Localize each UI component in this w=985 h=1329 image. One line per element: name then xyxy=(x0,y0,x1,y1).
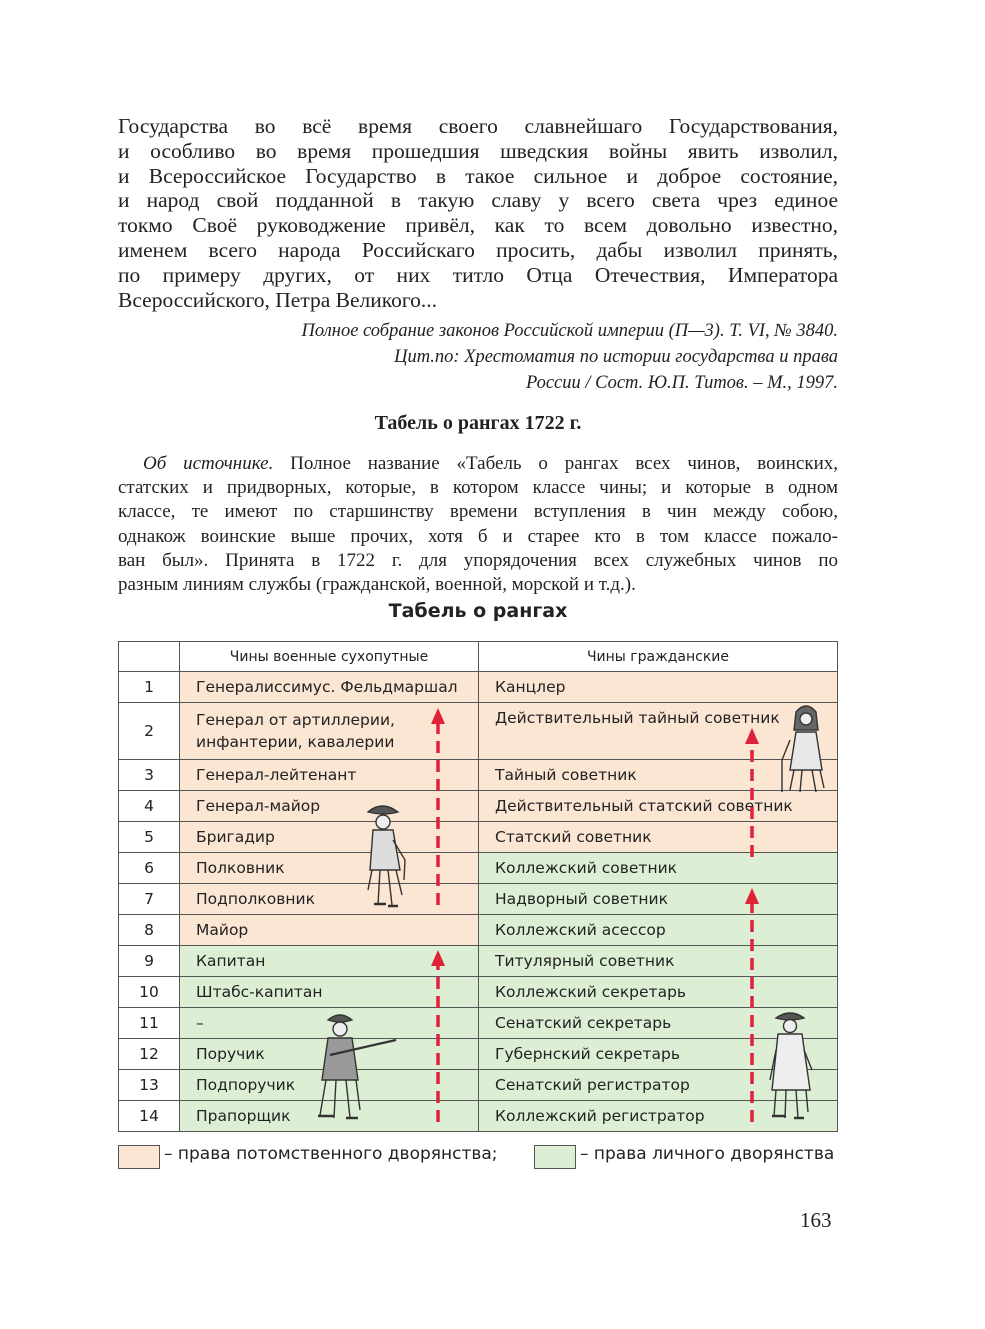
table-row xyxy=(119,1101,838,1132)
legend xyxy=(118,1142,838,1170)
class-number: 1 xyxy=(119,672,180,703)
table-row xyxy=(119,703,838,760)
legend-label-personal: – права личного дворянства xyxy=(580,1144,835,1164)
citation-line: России / Сост. Ю.П. Титов. – М., 1997. xyxy=(525,373,838,393)
table-row xyxy=(119,1039,838,1070)
military-rank: Подпоручик xyxy=(180,1070,479,1101)
quote-line: именем всего народа Российскаго просить, дабы изволил принять, xyxy=(118,237,838,262)
class-number: 6 xyxy=(119,853,180,884)
class-number: 9 xyxy=(119,946,180,977)
table-row xyxy=(119,915,838,946)
civil-rank: Коллежский асессор xyxy=(479,915,838,946)
table-row xyxy=(119,791,838,822)
civil-rank: Губернский секретарь xyxy=(479,1039,838,1070)
quote-text xyxy=(118,114,838,312)
military-rank: – xyxy=(180,1008,479,1039)
header-class xyxy=(119,642,180,672)
quote-line: Государства во всё время своего славнейшаго Государствования, xyxy=(118,114,838,138)
about-lead: Об источнике. xyxy=(143,453,274,474)
class-number: 8 xyxy=(119,915,180,946)
civil-rank: Коллежский секретарь xyxy=(479,977,838,1008)
military-rank xyxy=(180,703,479,760)
about-line: однакож воинские выше прочих, хотя б и старее кто в том классе пожало- xyxy=(118,525,838,547)
table-row xyxy=(119,884,838,915)
table-row xyxy=(119,822,838,853)
citation xyxy=(138,318,838,396)
military-rank: Генералиссимус. Фельдмаршал xyxy=(180,672,479,703)
quote-line: и особливо во время прошедшия шведския войны явить изволил, xyxy=(118,138,838,163)
table-row xyxy=(119,977,838,1008)
civil-rank: Надворный советник xyxy=(479,884,838,915)
civil-rank: Действительный статский советник xyxy=(479,791,838,822)
citation-line: Цит.по: Хрестоматия по истории государства и права xyxy=(394,347,838,367)
legend-swatch-personal xyxy=(534,1145,576,1169)
civil-rank: Коллежский советник xyxy=(479,853,838,884)
class-number: 2 xyxy=(119,703,180,760)
military-rank: Подполковник xyxy=(180,884,479,915)
table-title: Табель о рангах xyxy=(388,600,568,622)
military-rank: Майор xyxy=(180,915,479,946)
civil-rank: Статский советник xyxy=(479,822,838,853)
civil-rank: Канцлер xyxy=(479,672,838,703)
class-number: 11 xyxy=(119,1008,180,1039)
quote-line: токмо Своё руководжение привёл, как то всем довольно известно, xyxy=(118,213,838,238)
class-number: 13 xyxy=(119,1070,180,1101)
quote-line: Всероссийского, Петра Великого... xyxy=(118,287,438,312)
header-military: Чины военные сухопутные xyxy=(180,642,479,672)
civil-rank: Сенатский регистратор xyxy=(479,1070,838,1101)
civil-rank: Тайный советник xyxy=(479,760,838,791)
about-line: разным линиям службы (гражданской, военной, морской и т.д.). xyxy=(118,573,636,595)
military-rank: Полковник xyxy=(180,853,479,884)
table-row xyxy=(119,760,838,791)
page-number: 163 xyxy=(800,1208,832,1232)
about-line: ван был». Принята в 1722 г. для упорядочения всех служебных чинов по xyxy=(118,549,838,571)
class-number: 7 xyxy=(119,884,180,915)
table-row xyxy=(119,946,838,977)
table-row xyxy=(119,672,838,703)
military-rank-text: Генерал от артиллерии, инфантерии, кавалерии xyxy=(196,711,395,751)
civil-rank: Действительный тайный советник xyxy=(479,703,838,760)
ranks-table xyxy=(118,641,838,1132)
civil-rank: Сенатский секретарь xyxy=(479,1008,838,1039)
quote-line: и Всероссийское Государство в такое сильное и доброе состояние, xyxy=(118,163,838,188)
about-line xyxy=(118,452,838,476)
quote-line: и народ свой подданной в такую славу у всего света чрез единое xyxy=(118,188,838,213)
military-rank: Генерал-майор xyxy=(180,791,479,822)
class-number: 4 xyxy=(119,791,180,822)
header-civil: Чины гражданские xyxy=(479,642,838,672)
class-number: 10 xyxy=(119,977,180,1008)
class-number: 3 xyxy=(119,760,180,791)
citation-line: Полное собрание законов Российской империи (П—3). Т. VI, № 3840. xyxy=(301,321,838,341)
military-rank: Поручик xyxy=(180,1039,479,1070)
section-title: Табель о рангах 1722 г. xyxy=(374,412,582,434)
class-number: 12 xyxy=(119,1039,180,1070)
class-number: 5 xyxy=(119,822,180,853)
military-rank: Капитан xyxy=(180,946,479,977)
military-rank: Бригадир xyxy=(180,822,479,853)
about-line-text: Полное название «Табель о рангах всех чинов, воинских, xyxy=(290,453,838,474)
military-rank: Прапорщик xyxy=(180,1101,479,1132)
table-header-row xyxy=(119,642,838,672)
quote-line: по примеру других, от них титло Отца Отечествия, Императора xyxy=(118,262,838,287)
legend-label-hereditary: – права потомственного дворянства; xyxy=(164,1144,498,1164)
about-line: статских и придворных, которые, в котором классе чины; и которые в одном xyxy=(118,477,838,499)
civil-rank: Титулярный советник xyxy=(479,946,838,977)
civil-rank: Коллежский регистратор xyxy=(479,1101,838,1132)
military-rank: Генерал-лейтенант xyxy=(180,760,479,791)
military-rank: Штабс-капитан xyxy=(180,977,479,1008)
about-line: классе, те имеют по старшинству времени вступления в чин между собою, xyxy=(118,501,838,523)
table-row xyxy=(119,1008,838,1039)
legend-swatch-hereditary xyxy=(118,1145,160,1169)
class-number: 14 xyxy=(119,1101,180,1132)
table-row xyxy=(119,853,838,884)
about-source-paragraph xyxy=(118,452,838,597)
table-row xyxy=(119,1070,838,1101)
